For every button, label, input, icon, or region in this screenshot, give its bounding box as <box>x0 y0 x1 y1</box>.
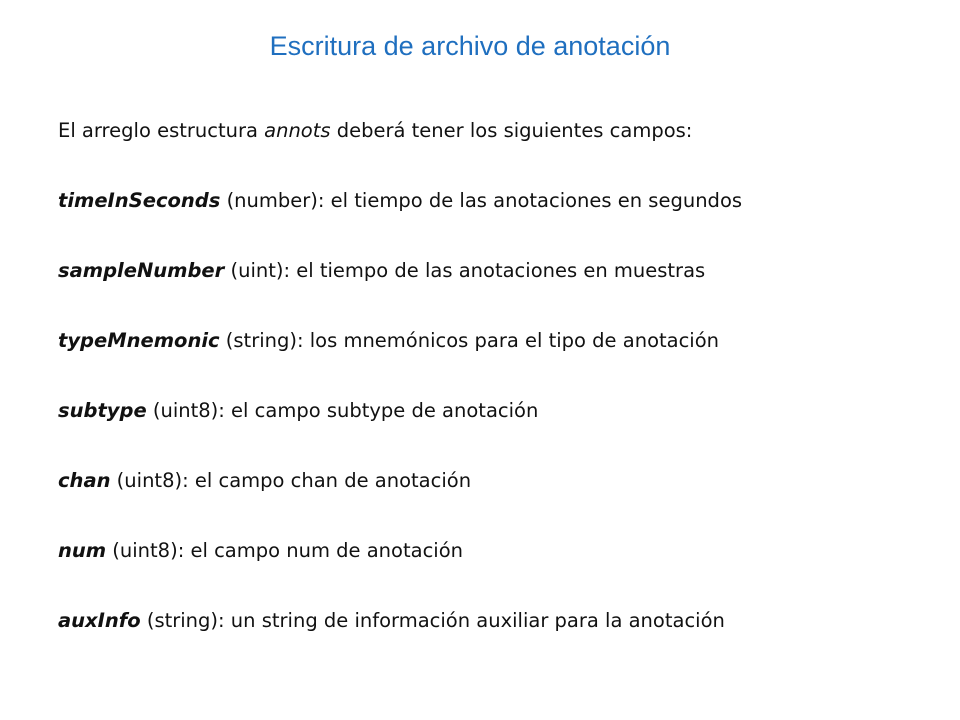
field-name: timeInSeconds <box>58 189 221 212</box>
field-description: (number): el tiempo de las anotaciones en segundos <box>220 189 743 212</box>
field-item <box>58 603 938 673</box>
field-item <box>58 323 938 393</box>
field-description: (uint8): el campo chan de anotación <box>110 469 472 492</box>
field-description: (string): un string de información auxiliar para la anotación <box>140 609 725 632</box>
field-name: num <box>58 539 107 562</box>
field-item <box>58 253 938 323</box>
field-item <box>58 533 938 603</box>
field-name: sampleNumber <box>58 259 225 282</box>
intro-suffix: deberá tener los siguientes campos: <box>330 119 693 142</box>
field-name: typeMnemonic <box>58 329 220 352</box>
field-name: chan <box>58 469 111 492</box>
field-description: (uint8): el campo subtype de anotación <box>146 399 539 422</box>
field-item <box>58 393 938 463</box>
intro-prefix: El arreglo estructura <box>58 119 265 142</box>
field-description: (string): los mnemónicos para el tipo de anotación <box>219 329 720 352</box>
field-description: (uint): el tiempo de las anotaciones en muestras <box>224 259 706 282</box>
intro-line <box>58 113 938 183</box>
field-name: subtype <box>58 399 147 422</box>
field-item <box>58 463 938 533</box>
field-item <box>58 183 938 253</box>
field-name: auxInfo <box>58 609 141 632</box>
slide-body <box>58 113 938 673</box>
slide-title: Escritura de archivo de anotación <box>269 31 671 61</box>
field-description: (uint8): el campo num de anotación <box>106 539 463 562</box>
intro-emphasis: annots <box>264 119 331 142</box>
